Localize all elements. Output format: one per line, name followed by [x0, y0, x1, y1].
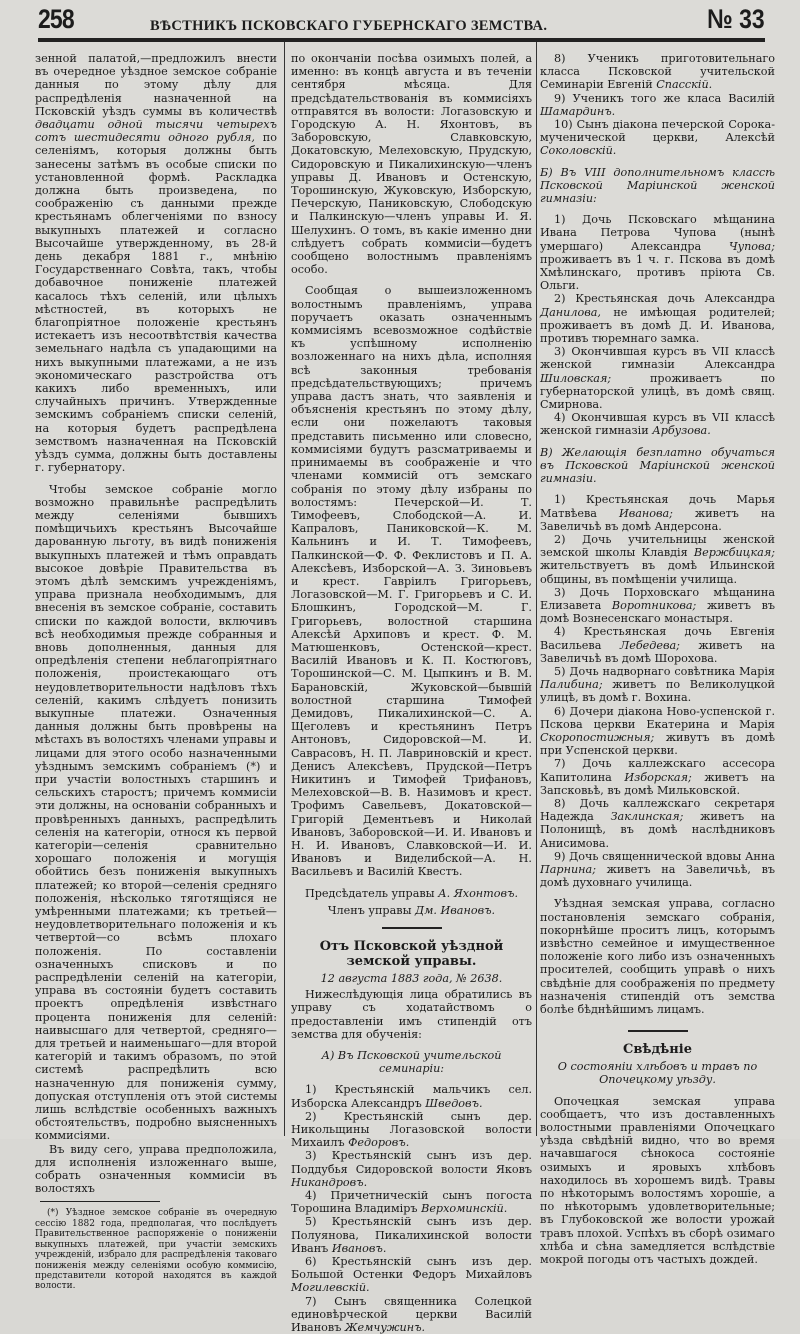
page-header	[38, 4, 765, 38]
list-item	[540, 92, 775, 118]
item-text: 3) Крестьянскій сынъ изъ дер. Поддубья Сидоровской волости Яковъ	[291, 1149, 532, 1176]
item-text: живетъ на Завеличьѣ въ домѣ Андерсона.	[540, 506, 775, 533]
person-name: Верхоминскій.	[421, 1202, 508, 1216]
item-text: 10) Сынъ діакона печерской Сорока-мученической церкви, Алексѣй	[540, 118, 775, 145]
item-text: живетъ по Великолуцкой улицѣ, въ домѣ г. Вохина.	[540, 678, 775, 705]
person-name: Ивановъ.	[331, 1241, 387, 1255]
item-text: 9) Дочь священнической вдовы Анна	[554, 849, 775, 863]
person-name: Лебедева;	[619, 638, 680, 652]
column-divider	[536, 42, 537, 1136]
paragraph: по окончаніи посѣва озимыхъ полей, а именно: въ концѣ августа и въ теченіи сентября мѣсяца. Для предсѣдательствованія въ коммисіяхъ отправятся въ волости: Логазовскую и Городскую А. Н. Яхонтовъ, въ Заборовскую, Славковскую, Докатовскую, Мелеховскую, Прудскую, Сидоровскую и Пикалихинскую—членъ управы Д. Ивановъ и Остенскую, Торошинскую, Жуковскую, Изборскую, Печерскую, Паниковскую, Слободскую и Палкинскую—членъ управы И. Я. Шелухинъ. О томъ, въ какіе именно дни слѣдуетъ собрать коммисіи—будетъ сообщено волостнымъ правленіямъ особо.	[291, 52, 532, 277]
list-item	[540, 665, 775, 705]
person-name: Соколовскій.	[540, 144, 617, 158]
item-text: живетъ на Запсковьѣ, въ домѣ Мильковской.	[540, 770, 775, 797]
paragraph: Опочецкая земская управа сообщаетъ, что изъ доставленныхъ волостными правленіями Опочецкаго уѣзда свѣдѣній видно, что во время начавшагося сѣнокоса состояніе озимыхъ и яровыхъ хлѣбовъ находилось въ хорошемъ видѣ. Травы по нѣкоторымъ волостямъ хорошіе, а по нѣкоторымъ удовлетворительные; въ Глубоковской же волости урожай травъ плохой. Успѣхъ въ сборѣ озимаго хлѣба и сѣна замедляется вслѣдствіе мокрой погоды отъ частыхъ дождей.	[540, 1094, 775, 1267]
person-name: Палибина;	[540, 678, 603, 692]
item-text: 6) Дочери діакона Ново-успенской г. Пскова церкви Екатерина и Марія	[540, 704, 775, 731]
item-text: живутъ въ домѣ при Успенской церкви.	[540, 730, 775, 758]
person-name: Иванова;	[618, 506, 673, 520]
footnote-rule	[40, 1201, 160, 1202]
list-item	[291, 1083, 532, 1109]
applicant-list	[540, 52, 775, 158]
item-text: живетъ на Завеличьѣ, въ домѣ духовнаго училища.	[540, 862, 775, 890]
item-text: живетъ въ домѣ Вознесенскаго монастыря.	[540, 598, 775, 626]
item-text: 5) Крестьянскій сынъ изъ дер. Полуянова, Пикалихинской волости Иванъ	[291, 1215, 532, 1255]
item-text: живетъ на Полонищѣ, въ домѣ наслѣдниковъ Анисимова.	[540, 810, 776, 850]
list-item	[291, 1149, 532, 1189]
list-item	[291, 1189, 532, 1215]
header-rule	[38, 38, 765, 42]
column-1	[35, 52, 277, 1292]
list-item	[291, 1110, 532, 1150]
item-text: не имѣющая родителей; проживаетъ въ домѣ Д. И. Иванова, противъ тюремнаго замка.	[540, 305, 775, 346]
item-text: 4) Причетническій сынъ погоста Торошина Владиміръ	[291, 1189, 532, 1216]
item-text: проживаетъ по губернаторской улицѣ, въ домѣ свящ. Смирнова.	[540, 371, 775, 412]
item-text: 2) Крестьянскій сынъ дер. Никольщины Логазовской волости Михаилъ	[291, 1109, 532, 1150]
text: по селеніямъ, которыя должны быть занесены затѣмъ въ особые списки по установленной формѣ. Раскладка должна быть произведена, по соображенію съ данными прежде крестьянамъ облегченіями по взносу выкупныхъ платежей и согласно Высочайше утвержденному, въ 28-й день декабря 1881 г., мнѣнію Государственнаго Совѣта, такъ, чтобы добавочное пониженіе платежей касалось тѣхъ селеній, или цѣлыхъ мѣстностей, въ которыхъ не благопріятное положеніе крестьянъ истекаетъ изъ несоотвѣтствія качества земельнаго надѣла съ упадающими на нихъ выкупными платежами, а не изъ экономическаго разстройства отъ какихъ либо временныхъ, или случайныхъ причинъ. Утвержденные земскимъ собраніемъ списки селеній, на которыя будетъ распредѣлена земствомъ назначенная на Псковскій уѣздъ сумма, должны быть доставлены г. губернатору.	[35, 131, 277, 475]
person-name: Федоровъ.	[348, 1136, 410, 1150]
person-name: Шиловская;	[540, 371, 612, 385]
list-item	[540, 850, 775, 890]
item-text: 8) Дочь каллежскаго секретаря Надежда	[540, 796, 775, 824]
applicant-list	[291, 1083, 532, 1334]
paragraph: Чтобы земское собраніе могло возможно правильнѣе распредѣлить между селеніями бывшихъ помѣщичьихъ крестьянъ Высочайше дарованную льготу, въ видѣ пониженія выкупныхъ платежей и тѣмъ оправдать высокое довѣріе Правительства въ этомъ дѣлѣ земскимъ учрежденіямъ, управа признала необходимымъ, для внесенія въ земское собраніе, составить списки по каждой волости, включивъ всѣ необходимыя прежде собранныя и вновь дополненныя, данныя для опредѣленія степени неблагопріятнаго положенія, проистекающаго отъ неудовлетворительности надѣловъ тѣхъ селеній, какимъ слѣдуетъ понизить выкупные платежи. Означенныя данныя должны быть провѣрены на мѣстахъ въ волостяхъ членами управы и лицами для этого особо назначенными уѣзднымъ земскимъ собраніемъ (*) и при участіи волостныхъ старшинъ и сельскихъ старостъ; причемъ коммисіи эти должны, на основаніи собранныхъ и провѣренныхъ данныхъ, распредѣлить селенія на категоріи, относя къ первой категоріи—селенія сравнительно хорошаго положенія и могущія обойтись безъ пониженія выкупныхъ платежей; ко второй—селенія средняго положенія, нѣсколько тяготящіяся не умѣренными платежами; къ третьей—неудовлетворительнаго положенія и къ четвертой—со всѣмъ плохаго положенія. По составленіи означенныхъ списковъ и по распредѣленіи селеній на категоріи, управа въ состояніи будетъ составить проектъ опредѣленія извѣстнаго процента пониженія для селеній: наивысшаго для четвертой, средняго—для третьей и наименьшаго—для второй категорій и такимъ образомъ, по этой системѣ распредѣлить всю назначенную для пониженія сумму, допуская отступленія отъ этой системы лишь вслѣдствіе особенныхъ важныхъ обстоятельствъ, подробно выясненныхъ коммисіями.	[35, 482, 278, 1143]
signature-label: Членъ управы	[327, 903, 412, 917]
person-name: Данилова,	[540, 305, 601, 319]
item-text: 3) Окончившая курсъ въ VII классѣ женской гимназіи Александра	[540, 345, 775, 372]
list-item	[291, 1215, 532, 1255]
person-name: Арбузова.	[652, 424, 711, 438]
subheading: А) Въ Псковской учительской семинаріи:	[321, 1049, 502, 1076]
person-name: Спасскій.	[656, 78, 713, 92]
section-title: Свѣдѣніе	[622, 1042, 693, 1058]
column-divider	[284, 42, 285, 1136]
item-text: жительствуетъ въ домѣ Ильинской общины, въ помѣщеніи училища.	[540, 559, 775, 586]
person-name: Скоропостижныя;	[540, 730, 655, 744]
person-name: Чупова;	[728, 239, 775, 253]
section-title: Отъ Псковской уѣздной земской управы.	[319, 939, 504, 969]
item-text: 3) Дочь Порховскаго мѣщанина Елизавета	[540, 585, 775, 612]
list-item	[540, 705, 775, 758]
person-name: Жемчужинъ.	[344, 1321, 426, 1334]
list-item	[540, 533, 775, 586]
item-text: 7) Дочь каллежскаго ассесора Капитолина	[540, 757, 775, 784]
list-item	[540, 586, 775, 626]
paragraph: Въ виду сего, управа предположила, для исполненія изложеннаго выше, собрать означенныя коммисіи въ волостяхъ	[35, 1142, 277, 1196]
item-text: 8) Ученикъ приготовительнаго класса Псковской учительской Семинаріи Евгеній	[540, 52, 775, 92]
list-item	[540, 493, 775, 533]
signature-member	[291, 904, 532, 917]
publication-title: ВѢСТНИКЪ ПСКОВСКАГО ГУБЕРНСКАГО ЗЕМСТВА.	[150, 18, 548, 34]
page-number: 258	[38, 4, 74, 34]
list-item	[540, 345, 775, 411]
item-text: 1) Крестьянскій мальчикъ сел. Изборска Александръ	[291, 1083, 532, 1110]
list-item	[540, 213, 775, 292]
amount-italic: двадцати одной тысячи четырехъ сотъ шестидесяти одного рубля,	[35, 118, 277, 145]
section-rule	[628, 1030, 688, 1032]
issue-number: № 33	[707, 4, 765, 34]
applicant-list	[540, 213, 775, 437]
list-item	[540, 625, 775, 665]
list-item	[540, 757, 775, 797]
person-name: Шамардинъ.	[540, 104, 616, 118]
subheading: Б) Въ VIII дополнительномъ классѣ Псковской Маріинской женской гимназіи:	[540, 165, 775, 206]
section-rule	[382, 927, 442, 929]
item-text: живетъ на Завеличьѣ въ домѣ Шорохова.	[540, 638, 775, 665]
item-text: проживаетъ въ 1 ч. г. Пскова въ домѣ Хмѣлинскаго, противъ пріюта Св. Ольги.	[540, 252, 775, 293]
subheading: В) Желающія безплатно обучаться въ Псковской Маріинской женской гимназіи.	[540, 445, 775, 486]
item-text: 1) Крестьянская дочь Марья Матвѣева	[540, 493, 775, 520]
column-3	[540, 52, 775, 1266]
footnote: (*) Уѣздное земское собраніе въ очередную сессію 1882 года, предполагая, что послѣдуетъ Правительственное распоряженіе о пониженіи выкупныхъ платежей, при участіи земскихъ учрежденій, избрало для распредѣленія таковаго пониженія между селеніями особую коммисію, представители которой находятся въ каждой волости.	[35, 1208, 277, 1292]
list-item	[291, 1295, 532, 1334]
paragraph	[35, 52, 277, 475]
list-item	[540, 292, 775, 345]
list-item	[540, 52, 775, 92]
person-name: Заклинская;	[610, 810, 684, 824]
item-text: 4) Окончившая курсъ въ VII классѣ женской гимназіи	[540, 411, 775, 438]
item-text: 4) Крестьянская дочь Евгенія Васильева	[540, 625, 775, 652]
signature-name: А. Яхонтовъ.	[438, 886, 519, 900]
person-name: Шведовъ.	[425, 1096, 483, 1110]
item-text: 7) Сынъ священника Солецкой единовѣрческой церкви Василій Ивановъ	[291, 1294, 532, 1334]
item-text: 6) Крестьянскій сынъ изъ дер. Большой Остенки Федоръ Михайловъ	[291, 1255, 532, 1282]
list-item	[291, 1255, 532, 1295]
list-item	[540, 797, 775, 850]
signature-name: Дм. Ивановъ.	[415, 903, 496, 917]
section-subtitle: О состояніи хлѣбовъ и травъ по Опочецкому уѣзду.	[557, 1060, 758, 1087]
person-name: Парнина;	[540, 862, 596, 876]
signature-chairman	[291, 887, 532, 900]
person-name: Вержбицкая;	[693, 546, 775, 560]
person-name: Изборская;	[624, 770, 692, 784]
person-name: Воротникова;	[611, 598, 697, 612]
signature-label: Предсѣдатель управы	[304, 886, 435, 900]
applicant-list	[540, 493, 775, 889]
list-item	[540, 118, 775, 158]
text: зенной палатой,—предложилъ внести въ очередное уѣздное земское собраніе данныя по этому дѣлу для распредѣленія назначенной на Псковскій уѣздъ суммы въ количествѣ	[35, 52, 277, 118]
person-name: Никандровъ.	[291, 1175, 368, 1189]
item-text: 5) Дочь надворнаго совѣтника Марія	[554, 664, 775, 678]
list-item	[540, 411, 775, 437]
item-text: 9) Ученикъ того же класа Василій	[554, 91, 775, 105]
column-2	[291, 52, 532, 1334]
paragraph: Сообщая о вышеизложенномъ волостнымъ правленіямъ, управа поручаетъ оказать означеннымъ коммисіямъ всевозможное содѣйствіе къ успѣшному исполненію возложеннаго на нихъ дѣла, исполняя всѣ законныя требованія предсѣдательствующихъ; причемъ управа дастъ знать, что заявленія и объясненія крестьянъ по этому дѣлу, если они пожелаютъ таковыя представить письменно или словесно, коммисіями будутъ разсматриваемы и принимаемы въ соображеніе и что членами коммисій отъ земскаго собранія по этому дѣлу избраны по волостямъ: Печерской—И. Т. Тимофеевъ, Слободской—А. И. Капраловъ, Паниковской—К. М. Кальнинъ и И. Т. Тимофеевъ, Палкинской—Ф. Ф. Феклистовъ и П. А. Алексѣевъ, Изборской—А. З. Зиновьевъ и крест. Гавріилъ Григорьевъ, Логазовской—М. Г. Григорьевъ и С. И. Блошкинъ, Городской—М. Г. Григорьевъ, волостной старшина Алексѣй Архиповъ и крест. Ф. М. Матюшенковъ, Остенской—крест. Василій Ивановъ и К. П. Костюговъ, Торошинской—С. М. Цыпкинъ и В. М. Барановскій, Жуковской—бывшій волостной старшина Тимофей Демидовъ, Пикалихинской—С. А. Щеголевъ и крестьянинъ Петръ Антоновъ, Сидоровской—М. И. Саврасовъ, Н. П. Лавриновскій и крест. Денисъ Алексѣевъ, Прудской—Петръ Никитинъ и Тимофей Трифановъ, Мелеховской—В. В. Назимовъ и крест. Трофимъ Савельевъ, Докатовской—Григорій Дементьевъ и Николай Ивановъ, Заборовской—И. И. Ивановъ и Н. И. Ивановъ, Славковской—И. И. Ивановъ и Виделибской—А. Н. Васильевъ и Василій Квестъ.	[291, 284, 532, 879]
paragraph: Уѣздная земская управа, согласно постановленія земскаго собранія, покорнѣйше проситъ лицъ, которымъ извѣстно семейное и имущественное положеніе кого либо изъ означенныхъ просителей, сообщить управѣ о нихъ свѣдѣніе для соображенія по предмету назначенія стипендій отъ земства болѣе бѣднѣйшимъ лицамъ.	[540, 897, 775, 1017]
section-date: 12 августа 1883 года, № 2638.	[320, 972, 503, 985]
paragraph: Нижеслѣдующія лица обратились въ управу съ ходатайствомъ о предоставленіи имъ стипендій отъ земства для обученія:	[291, 988, 532, 1041]
item-text: 1) Дочь Псковскаго мѣщанина Ивана Петрова Чупова (нынѣ умершаго) Александра	[540, 213, 775, 253]
item-text: 2) Крестьянская дочь Александра	[554, 292, 775, 306]
person-name: Могилевскій.	[291, 1281, 370, 1295]
item-text: 2) Дочь учительницы женской земской школы Клавдія	[540, 532, 775, 560]
